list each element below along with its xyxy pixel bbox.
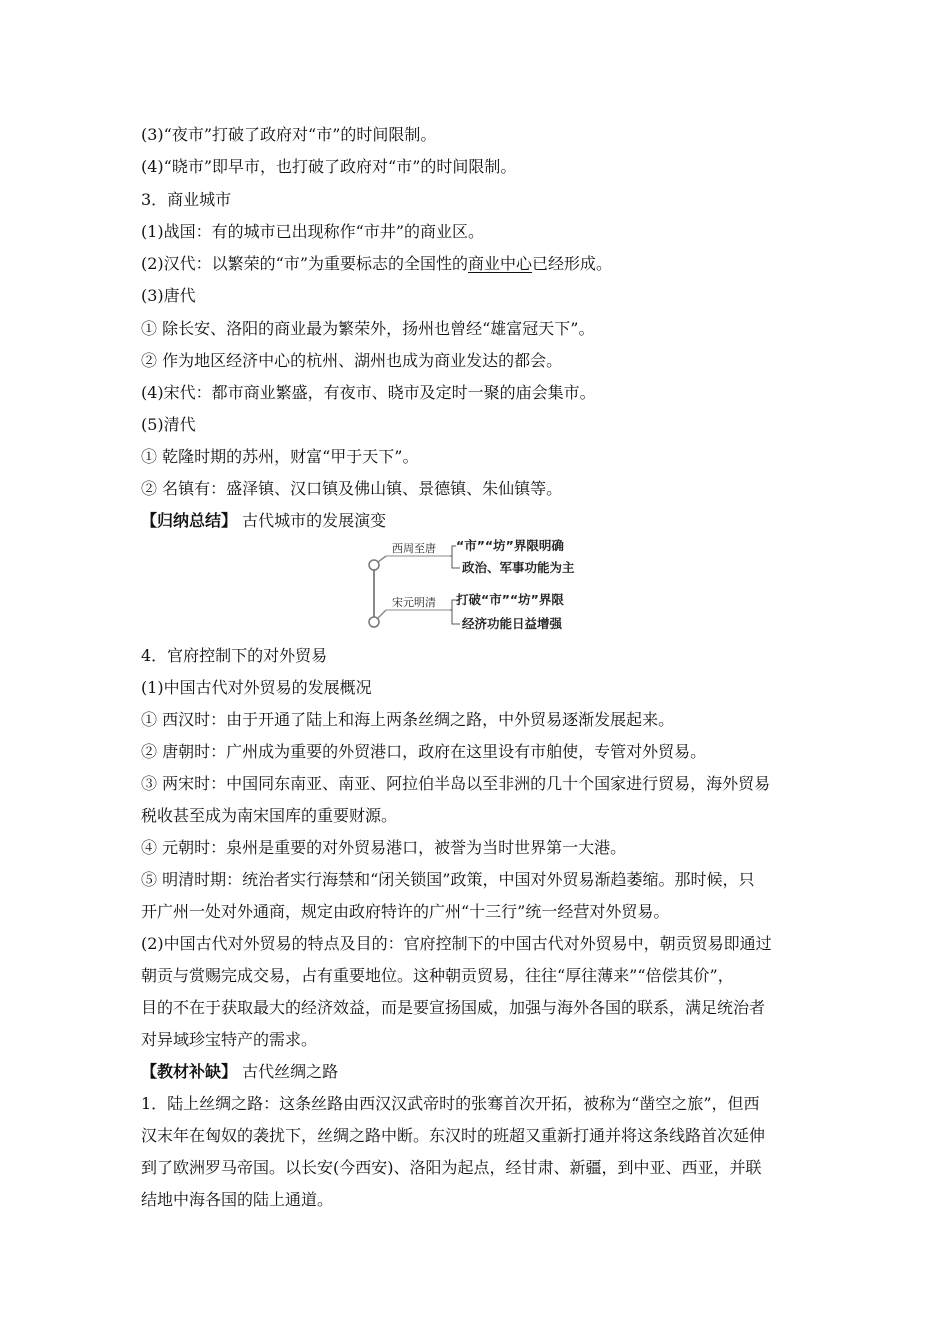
- summary-title: 古代城市的发展演变: [237, 511, 387, 530]
- text-line: 朝贡与赏赐完成交易，占有重要地位。这种朝贡贸易，往往“厚往薄来”“倍偿其价”，: [141, 966, 734, 985]
- text-span: (2)汉代：以繁荣的“市”为重要标志的全国性的: [141, 254, 469, 273]
- period-label: 西周至唐: [392, 542, 436, 555]
- text-line: ⑤ 明清时期：统治者实行海禁和“闭关锁国”政策，中国对外贸易渐趋萎缩。那时候，只: [141, 870, 755, 889]
- supplement-tag: 【教材补缺】: [141, 1062, 238, 1081]
- text-line: (4)宋代：都市商业繁盛，有夜市、晓市及定时一聚的庙会集市。: [141, 383, 596, 402]
- text-line: 结地中海各国的陆上通道。: [141, 1190, 334, 1209]
- text-line: 税收甚至成为南宋国库的重要财源。: [141, 806, 398, 825]
- text-line: ② 名镇有：盛泽镇、汉口镇及佛山镇、景德镇、朱仙镇等。: [141, 479, 563, 498]
- text-line: (3)唐代: [141, 286, 196, 305]
- text-line: [141, 253, 612, 275]
- period-label: 宋元明清: [392, 596, 436, 609]
- section-heading-foreign-trade: 4．官府控制下的对外贸易: [141, 646, 328, 665]
- text-line: 开广州一处对外通商，规定由政府特许的广州“十三行”统一经营对外贸易。: [141, 902, 670, 921]
- text-line: ④ 元朝时：泉州是重要的对外贸易港口，被誉为当时世界第一大港。: [141, 838, 627, 857]
- text-line: ① 西汉时：由于开通了陆上和海上两条丝绸之路，中外贸易逐渐发展起来。: [141, 710, 675, 729]
- text-line: ① 乾隆时期的苏州，财富“甲于天下”。: [141, 447, 419, 466]
- text-line: (5)清代: [141, 415, 196, 434]
- text-line: (1)中国古代对外贸易的发展概况: [141, 678, 372, 697]
- text-line: (1)战国：有的城市已出现称作“市井”的商业区。: [141, 222, 485, 241]
- text-line: ③ 两宋时：中国同东南亚、南亚、阿拉伯半岛以至非洲的几十个国家进行贸易，海外贸易: [141, 774, 771, 793]
- supplement-title: 古代丝绸之路: [237, 1062, 339, 1081]
- text-line: 汉末年在匈奴的袭扰下，丝绸之路中断。东汉时的班超又重新打通并将这条线路首次延伸: [141, 1126, 766, 1145]
- text-line: 目的不在于获取最大的经济效益，而是要宣扬国威，加强与海外各国的联系，满足统治者: [141, 998, 766, 1017]
- section-heading-commercial-cities: 3．商业城市: [141, 190, 232, 209]
- city-evolution-diagram: [358, 530, 598, 640]
- text-line: ② 唐朝时：广州成为重要的外贸港口，政府在这里设有市舶使，专管对外贸易。: [141, 742, 707, 761]
- summary-tag: 【归纳总结】: [141, 511, 238, 530]
- underlined-term: 商业中心: [468, 254, 533, 273]
- text-span: 已经形成。: [532, 254, 613, 273]
- text-line: (4)“晓市”即早市，也打破了政府对“市”的时间限制。: [141, 157, 517, 176]
- text-line: ① 除长安、洛阳的商业最为繁荣外，扬州也曾经“雄富冠天下”。: [141, 319, 595, 338]
- diagram-item: “市”“坊”界限明确: [456, 538, 564, 553]
- text-line: ② 作为地区经济中心的杭州、湖州也成为商业发达的都会。: [141, 351, 563, 370]
- supplement-heading: [141, 1061, 338, 1083]
- diagram-item: 经济功能日益增强: [462, 616, 563, 631]
- text-line: (2)中国古代对外贸易的特点及目的：官府控制下的中国古代对外贸易中，朝贡贸易即通过: [141, 934, 772, 953]
- diagram-item: 打破“市”“坊”界限: [456, 592, 564, 607]
- diagram-item: 政治、军事功能为主: [462, 560, 575, 575]
- text-line: 对异域珍宝特产的需求。: [141, 1030, 318, 1049]
- text-line: 到了欧洲罗马帝国。以长安(今西安)、洛阳为起点，经甘肃、新疆，到中亚、西亚，并联: [141, 1158, 762, 1177]
- summary-heading: [141, 510, 386, 532]
- text-line: (3)“夜市”打破了政府对“市”的时间限制。: [141, 125, 437, 144]
- text-line: 1．陆上丝绸之路：这条丝路由西汉汉武帝时的张骞首次开拓，被称为“凿空之旅”，但西: [141, 1094, 760, 1113]
